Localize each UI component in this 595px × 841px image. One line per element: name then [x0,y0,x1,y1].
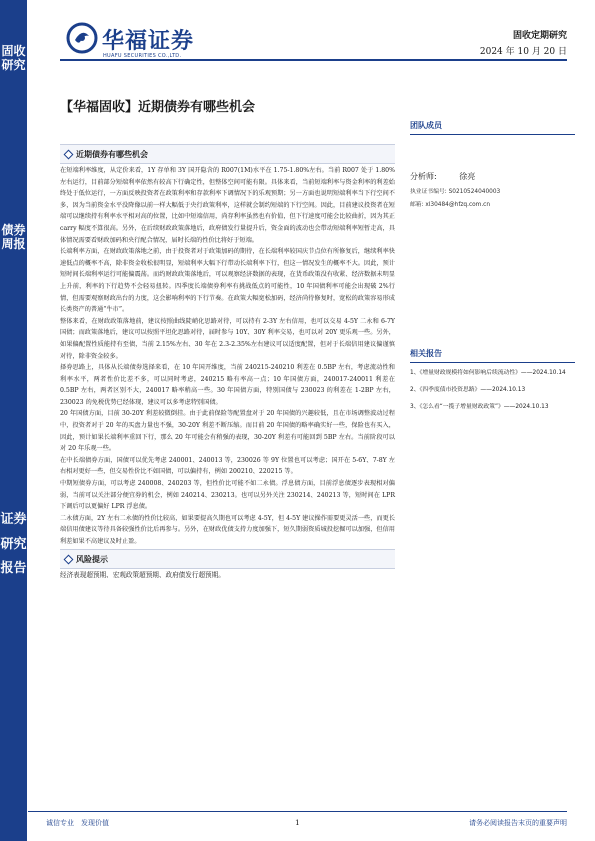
footer-divider [28,811,567,812]
brand-name: 华福证券 [102,29,195,54]
section-heading-opportunities: 近期债券有哪些机会 [60,144,395,164]
analyst-name: 徐亮 [459,172,476,181]
side-column [410,120,575,208]
paragraph: 中期短债券方面，可以考虑 240008、240203 等，但性价比可能不如二永债。浮息债方面，目前浮息债逐步表现相对偏弱，当前可以关注部分便宜券的机会，例如 240214、230213。也可以另外关注 230214、240213 等，短时间在 LPR 下调后可以更偏好 LPR 浮息债。 [60,480,395,511]
report-type: 固收定期研究 [512,31,567,41]
paragraph: 20 年国债方面，目前 30-20Y 利差较微倒挂。由于此前保险等配置盘对于 20 年国债的兴趣较低，且在市场调整波动过程中，投资者对于 20 年的买盘力量也不强，30-20Y 利差不断压缩。而目前 20 年国债的略率确实好一些，保险也有买入，因此，预计如果长端利率重回下行，那么 20 年可能会有稍强的表现，30-20Y 利差有可能回到 5BP 左右。当前阶段可以对 20 年乐观一些。 [60,410,395,453]
sidebar-report-label: 证券研究报告 [0,512,27,577]
paragraph: 择券思路上，具体从长端债券选择来看，在 10 年国开维度，当前 240215-240210 利差在 0.5BP 左右，考虑流动性和利率水平，两者性价比差不多，可以同时考虑，240215 略有率高一点；10 年国债方面，240017-240011 利差在 0.5BP 左右，两者区别不大，240017 略率稍高一些。30 年国债方面，特别国债与 230023 的利差在 1-2BP 左右，230023 的免税优势已经体现，建议可以多考虑特别国债。 [60,364,395,406]
analyst-email[interactable]: xl30484@hfzq.com.cn [425,202,491,208]
email-label: 邮箱: [410,202,424,208]
brand-logo-icon [66,22,98,54]
header-divider [60,59,567,61]
related-heading: 相关报告 [410,348,575,363]
section-heading-risk: 风险提示 [60,549,395,569]
related-report-item[interactable]: 3、《怎么看“一揽子增量财政政策”》——2024.10.13 [410,404,549,410]
team-heading: 团队成员 [410,120,575,135]
brand-subtitle: HUAFU SECURITIES CO.,LTD. [103,53,182,59]
analyst-block [410,171,575,208]
related-reports [410,348,575,414]
cert-label: 执业证书编号: [410,189,447,195]
left-sidebar [0,0,27,841]
sidebar-category-label: 固收研究 [1,44,26,73]
paragraph: 在短端利率维度，从定价来看，1Y 存单和 3Y 国开隐含的 R007(1M)水平在 1.75-1.80%左右。当前 R007 处于 1.80%左右运行，目前部分短端利率依然有较高下行确定性，但整体空间可能有限。具体来看，当前短端利率与资金利率的利差始终处于低位运行，一方面反映投资者在政策利率和存款利率下调情况下的乐观预期；另一方面也说明短端利率当下行空间不多，因为当前资金水平没降像以前一样大幅低于央行政策利率，这样就会制约短端的下行空间。因此，目前建议投资者在短端可以继续持有利率水平相对高的位置，比如中短端信用，尚存利率虽然也有价值，但下行速度可能会比较曲折，因为其正 carry 幅度不算很高。另外，在后续财政政策落地后，政府债发行量提升后，资金面的波动也会带动短端利率短暂走高，具体情况需要看财政加码和央行配合情况，届时长端的性价比将好于短端。 [60,167,395,244]
related-report-item[interactable]: 1、《增量财政规模将如何影响后续流动性》——2024.10.14 [410,370,566,376]
footer-disclaimer: 请务必阅读报告末页的重要声明 [469,819,567,827]
paragraph: 二永债方面，2Y 左右二永债的性价比较高，如果要提高久期也可以考虑 4-5Y，但 4-5Y 建议操作需要更灵活一些，而更长端信用债建议等待具备较强性价比后再参与。另外，在财政优债支持力度加强下，短久期弱资质城投挖掘可以加强，但信用利差如果不高建议及时止盈。 [60,514,395,545]
main-column [60,144,395,581]
related-report-item[interactable]: 2、《四季度债市投资思路》——2024.10.13 [410,387,526,393]
paragraph: 整体来看，在财政政策落地前，建议按照曲线陡峭化思路对待，可以持有 2-3Y 左右信用，也可以交易 4-5Y 二永和 6-7Y 国债；而政策落地后，建议可以按照平坦化思路对待，届时参与 10Y、30Y 利率交易，也可以对 20Y 更乐观一些。另外，如果偏配置性质能持有至债，当前 2.15%左右、30 年在 2.3-2.35%左右建议可以适度配置，但对于长端信用建议偏谨慎对待，除非资金较多。 [60,317,395,360]
cert-number: S0210524040003 [448,189,501,195]
sidebar-type-label: 债券周报 [1,223,26,252]
paragraph: 在中长端债券方面，国债可以优先考虑 240001、240013 等，230026 等 9Y 位置也可以考虑；国开在 5-6Y、7-8Y 左右相对更好一些，但交易性价比不如国债，可以偏持有，例如 200210、220215 等。 [60,456,395,476]
report-date: 2024 年 10 月 20 日 [479,47,567,57]
paragraph: 长端利率方面，在财政政策落地之前，由于投资者对于政策加码的期待，在长端利率较国庆节点位有所修复后，继续利率快速低点的概率不高，除非资金收松很明显，短端利率大幅下行带动长端利率下行，但这一情况发生的概率不大。因此，预计短时间长端利率运行可能偏震荡。而约财政政策落地后，可以观察经济数据的表现，在货币政策没有收紧、经济数据未明显上升前，利率的下行趋势不会轻易扭转。四季度长端债券利率有挑战低点的可能性，10 年国债利率可能会出现破 2%行情，但需要观察财政出台的力度，这会影响利率的下行节奏。在政策大幅宽松加码，经济尚待修复时，宽松的政策容易形成长类资产的普通“牛市”。 [60,248,395,314]
risk-text: 经济表现超预期、宏观政策超预期、政府债发行超预期。 [60,570,225,579]
footer-slogan: 诚信专业 发现价值 [46,819,109,827]
page-title: 【华福固收】近期债券有哪些机会 [60,100,256,115]
page-number: 1 [295,818,300,827]
analyst-label: 分析师: [410,172,437,181]
